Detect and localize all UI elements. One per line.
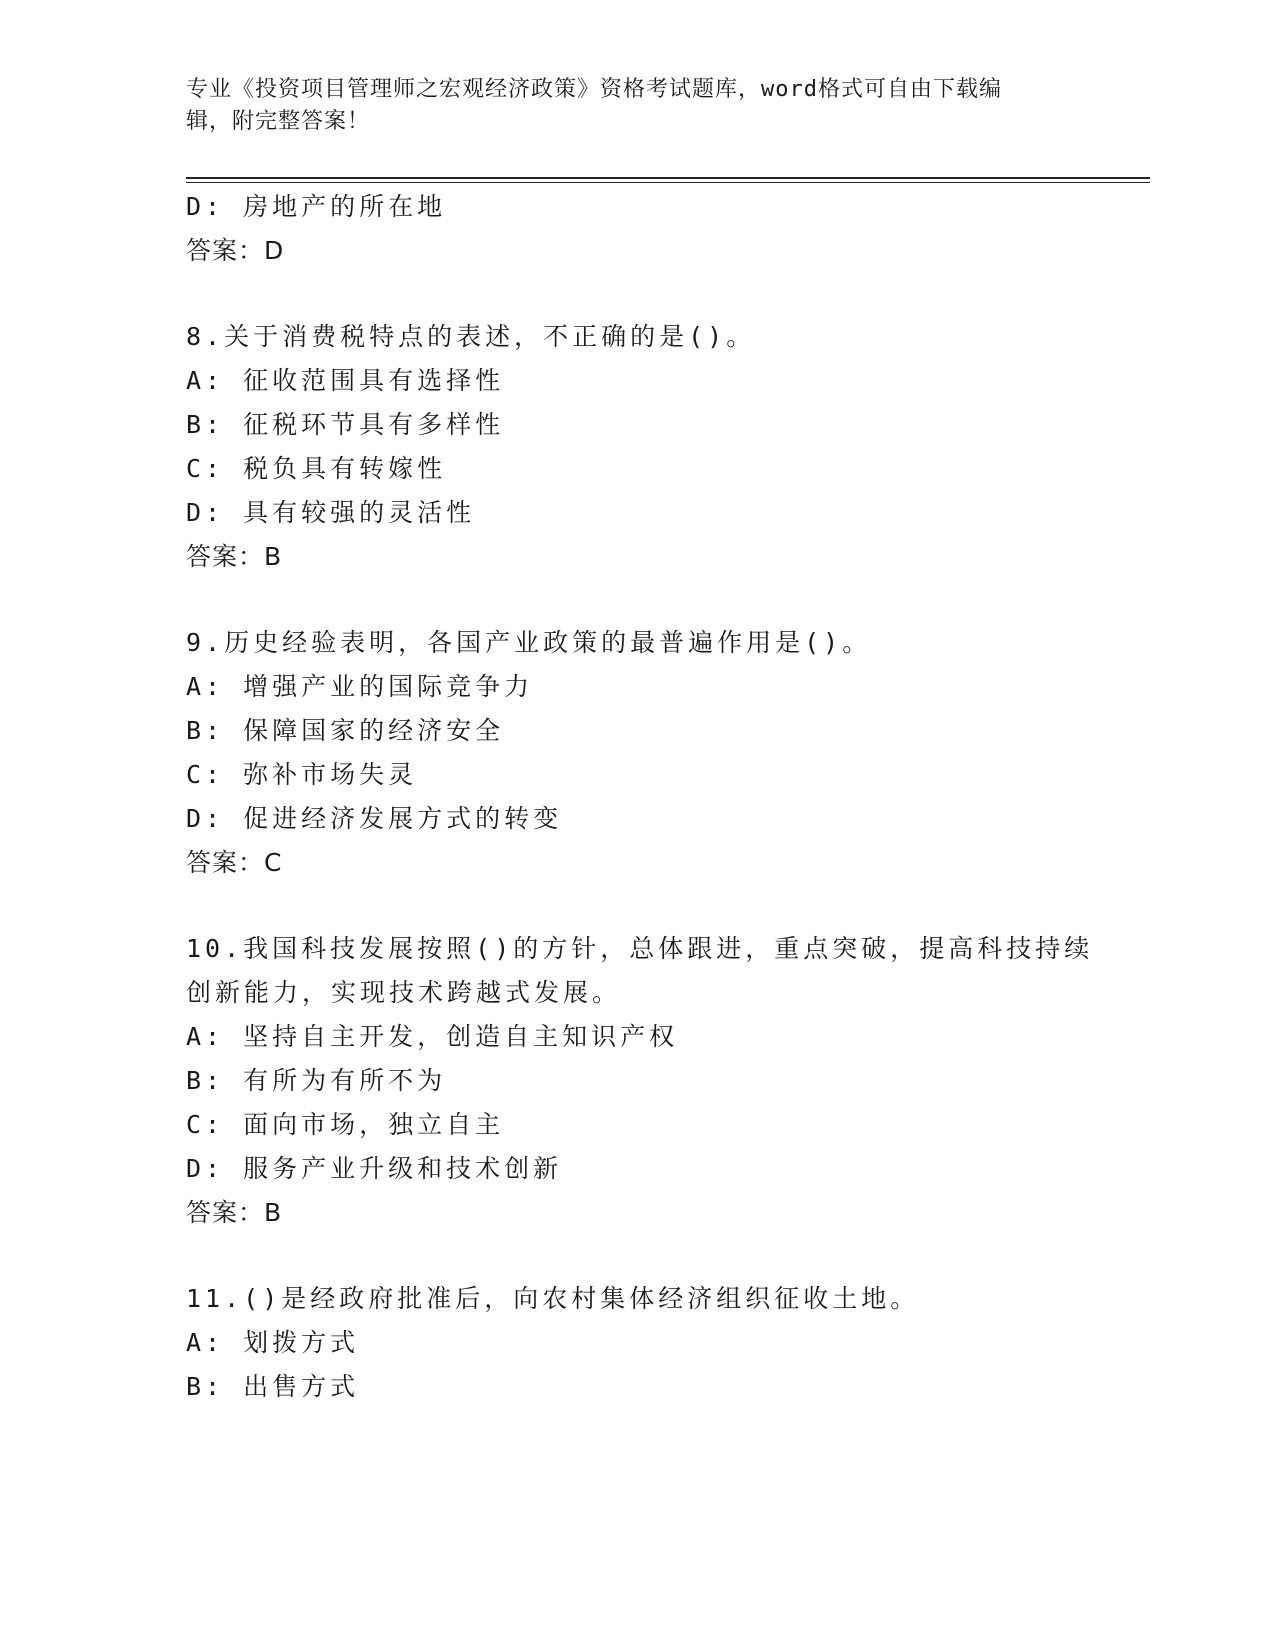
q11-option-b: B: 出售方式 [186,1372,360,1401]
header-line-1: 专业《投资项目管理师之宏观经济政策》资格考试题库，word格式可自由下载编 [186,77,1002,102]
q8-answer: 答案：B [186,542,283,571]
q9-stem: 9.历史经验表明，各国产业政策的最普遍作用是()。 [186,628,872,657]
q10-option-d: D: 服务产业升级和技术创新 [186,1154,563,1183]
document-header [186,74,1086,138]
q9-option-a: A: 增强产业的国际竞争力 [186,672,534,701]
q10-option-a: A: 坚持自主开发，创造自主知识产权 [186,1022,679,1051]
q8-stem: 8.关于消费税特点的表述，不正确的是()。 [186,322,756,351]
q10-option-c: C: 面向市场，独立自主 [186,1110,505,1139]
q9-answer: 答案：C [186,848,283,877]
prev-answer: 答案：D [186,236,285,265]
q11-option-a: A: 划拨方式 [186,1328,360,1357]
q10-option-b: B: 有所为有所不为 [186,1066,447,1095]
header-line-2: 辑，附完整答案！ [186,109,371,134]
q8-option-b: B: 征税环节具有多样性 [186,410,505,439]
q9-option-b: B: 保障国家的经济安全 [186,716,505,745]
prev-option-d: D: 房地产的所在地 [186,192,447,221]
q8-option-d: D: 具有较强的灵活性 [186,498,476,527]
q8-option-c: C: 税负具有转嫁性 [186,454,447,483]
header-divider-thick [186,177,1150,179]
q11-stem: 11.()是经政府批准后，向农村集体经济组织征收土地。 [186,1284,920,1313]
q9-option-c: C: 弥补市场失灵 [186,760,418,789]
q10-stem-line-1: 10.我国科技发展按照()的方针，总体跟进，重点突破，提高科技持续 [186,934,1094,963]
q10-answer: 答案：B [186,1198,283,1227]
q9-option-d: D: 促进经济发展方式的转变 [186,804,563,833]
header-divider-thin [186,182,1150,183]
q10-stem-line-2: 创新能力，实现技术跨越式发展。 [186,978,622,1007]
q8-option-a: A: 征收范围具有选择性 [186,366,505,395]
